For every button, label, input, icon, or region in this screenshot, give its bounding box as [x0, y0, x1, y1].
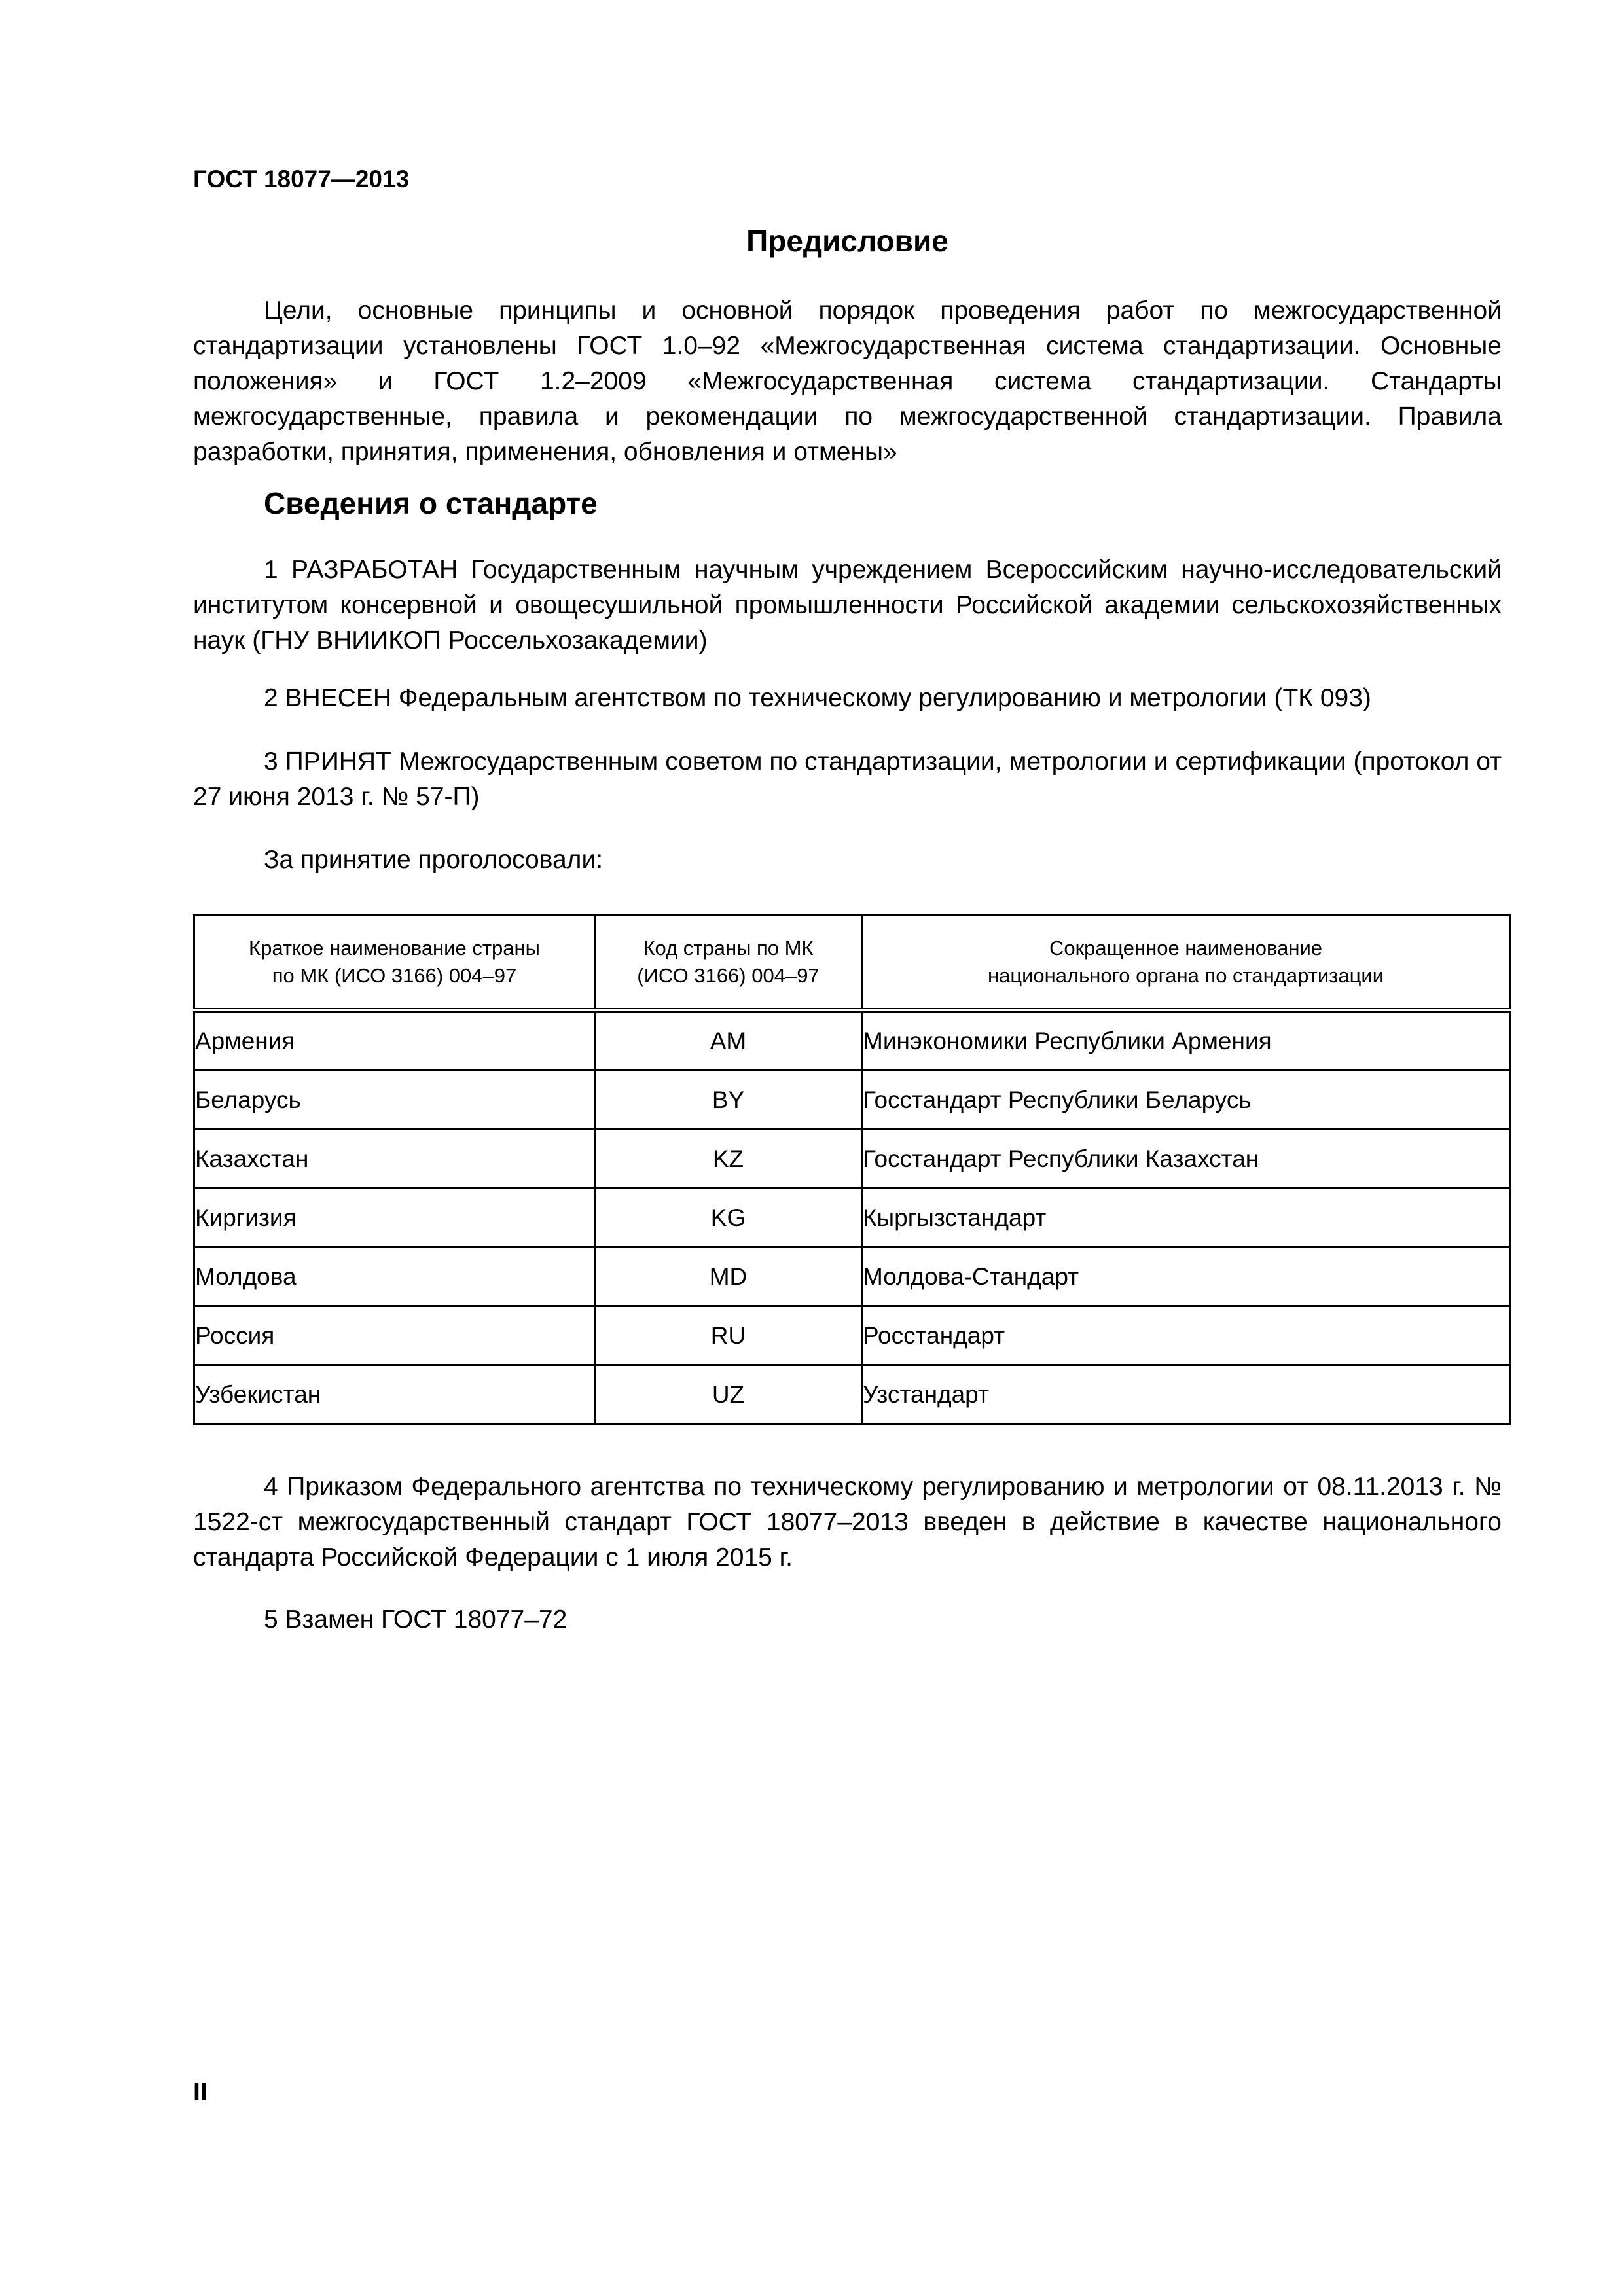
country-code-cell: AM — [595, 1011, 862, 1071]
country-code-cell: MD — [595, 1247, 862, 1306]
table-row — [194, 1365, 1510, 1424]
country-name-cell: Армения — [194, 1011, 595, 1071]
country-name-cell: Россия — [194, 1306, 595, 1365]
table-row — [194, 1247, 1510, 1306]
page-number: II — [193, 2078, 208, 2106]
vote-intro: За принятие проголосовали: — [264, 846, 604, 874]
national-body-cell: Госстандарт Республики Казахстан — [862, 1130, 1510, 1189]
country-code-cell: BY — [595, 1071, 862, 1130]
country-code-cell: KZ — [595, 1130, 862, 1189]
country-name-cell: Молдова — [194, 1247, 595, 1306]
table-row — [194, 1130, 1510, 1189]
info-item-introduced: 2 ВНЕСЕН Федеральным агентством по техническому регулированию и метрологии (ТК 093) — [264, 684, 1371, 712]
info-item-developed: 1 РАЗРАБОТАН Государственным научным учреждением Всероссийским научно-исследовательский институтом консервной и овощесушильной промышленности Российской академии сельскохозяйственных наук (ГНУ ВНИИКОП Россельхозакадемии) — [193, 556, 1502, 655]
standard-info-title: Сведения о стандарте — [264, 486, 598, 520]
table-row — [194, 1011, 1510, 1071]
header-country-code: Код страны по МК (ИСО 3166) 004–97 — [595, 916, 862, 1011]
national-body-cell: Кыргызстандарт — [862, 1189, 1510, 1247]
country-name-cell: Киргизия — [194, 1189, 595, 1247]
table-row — [194, 1071, 1510, 1130]
country-code-cell: UZ — [595, 1365, 862, 1424]
voting-countries-table — [193, 914, 1511, 1425]
table-row — [194, 1306, 1510, 1365]
document-code: ГОСТ 18077—2013 — [193, 166, 410, 192]
foreword-text: Цели, основные принципы и основной порядок проведения работ по межгосударственной стандартизации установлены ГОСТ 1.0–92 «Межгосударственная система стандартизации. Основные положения» и ГОСТ 1.2–2009 «Межгосударственная система стандартизации. Стандарты межгосударственные, правила и рекомендации по межгосударственной стандартизации. Правила разработки, принятия, применения, обновления и отмены» — [193, 296, 1502, 466]
table-row — [194, 1189, 1510, 1247]
foreword-title: Предисловие — [746, 224, 948, 258]
country-code-cell: RU — [595, 1306, 862, 1365]
info-item-adopted: 3 ПРИНЯТ Межгосударственным советом по стандартизации, метрологии и сертификации (протокол от 27 июня 2013 г. № 57-П) — [193, 747, 1502, 811]
country-name-cell: Казахстан — [194, 1130, 595, 1189]
header-country-name: Краткое наименование страны по МК (ИСО 3166) 004–97 — [194, 916, 595, 1011]
header-national-body: Сокращенное наименование национального органа по стандартизации — [862, 916, 1510, 1011]
table-header-row — [194, 916, 1510, 1011]
national-body-cell: Минэкономики Республики Армения — [862, 1011, 1510, 1071]
info-item-replaces: 5 Взамен ГОСТ 18077–72 — [264, 1605, 568, 1634]
national-body-cell: Узстандарт — [862, 1365, 1510, 1424]
info-item-enacted: 4 Приказом Федерального агентства по техническому регулированию и метрологии от 08.11.2013 г. № 1522-ст межгосударственный стандарт ГОСТ 18077–2013 введен в действие в качестве национального стандарта Российской Федерации с 1 июля 2015 г. — [193, 1473, 1502, 1571]
national-body-cell: Росстандарт — [862, 1306, 1510, 1365]
national-body-cell: Госстандарт Республики Беларусь — [862, 1071, 1510, 1130]
country-name-cell: Узбекистан — [194, 1365, 595, 1424]
national-body-cell: Молдова-Стандарт — [862, 1247, 1510, 1306]
country-code-cell: KG — [595, 1189, 862, 1247]
country-name-cell: Беларусь — [194, 1071, 595, 1130]
